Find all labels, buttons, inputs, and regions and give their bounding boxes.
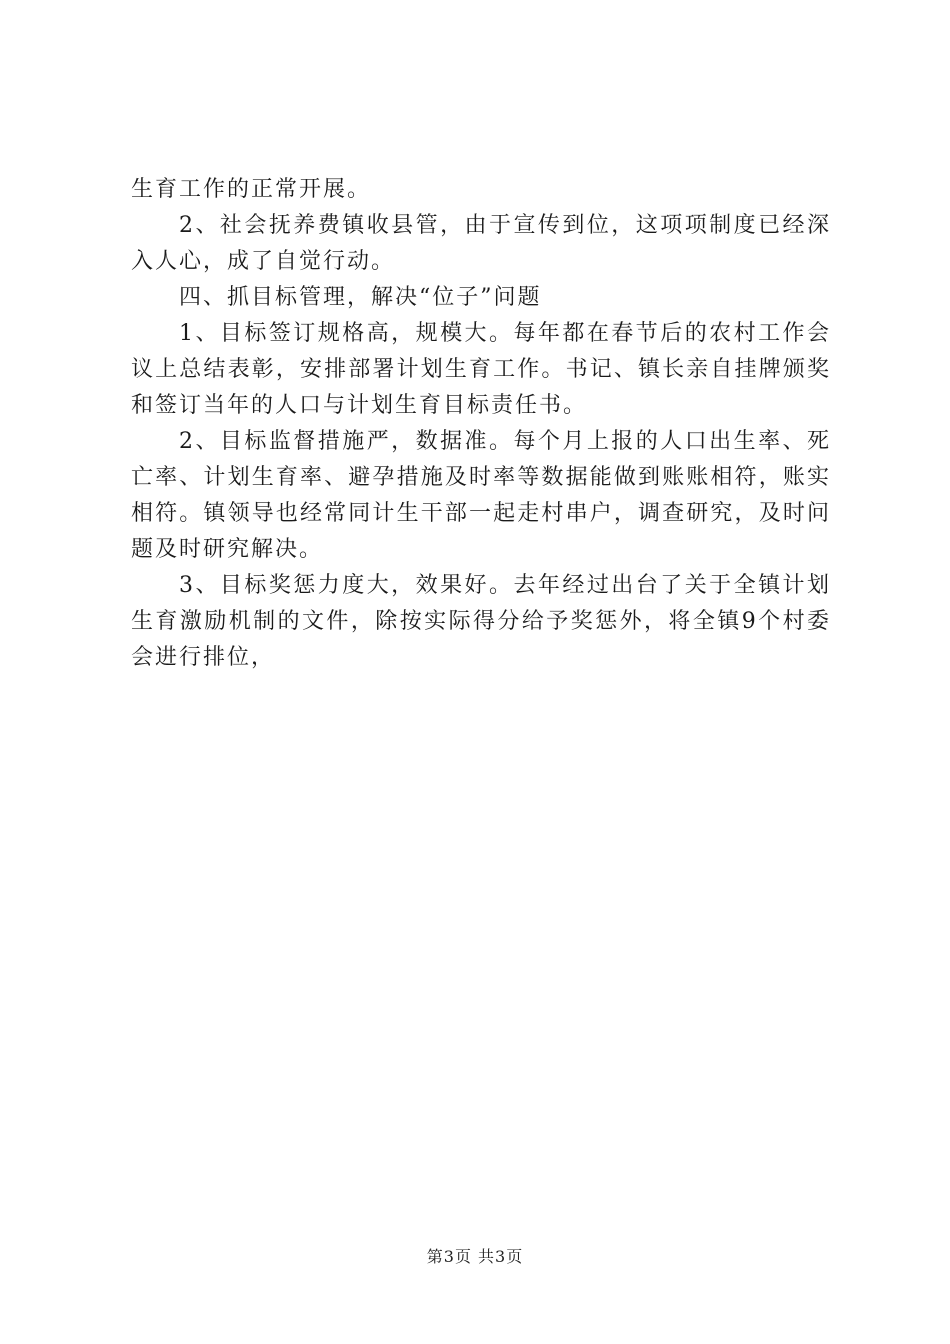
document-body [131,172,831,676]
paragraph-target-rewards: 3、目标奖惩力度大，效果好。去年经过出台了关于全镇计划生育激励机制的文件，除按实际得分给予奖惩外，将全镇9个村委会进行排位， [131,573,831,670]
paragraph-target-signing: 1、目标签订规格高，规模大。每年都在春节后的农村工作会议上总结表彰，安排部署计划生育工作。书记、镇长亲自挂牌颁奖和签订当年的人口与计划生育目标责任书。 [131,321,831,418]
section-heading-target-management: 四、抓目标管理，解决“位子”问题 [179,285,542,310]
paragraph-continuation: 生育工作的正常开展。 [131,177,372,202]
paragraph-target-supervision: 2、目标监督措施严，数据准。每个月上报的人口出生率、死亡率、计划生育率、避孕措施及时率等数据能做到账账相符，账实相符。镇领导也经常同计生干部一起走村串户，调查研究，及时问题及时研究解决。 [131,429,831,562]
page-number-label: 第3页 共3页 [426,1247,524,1266]
paragraph-social-fee: 2、社会抚养费镇收县管，由于宣传到位，这项项制度已经深入人心，成了自觉行动。 [131,213,831,274]
page-footer [0,1244,950,1267]
